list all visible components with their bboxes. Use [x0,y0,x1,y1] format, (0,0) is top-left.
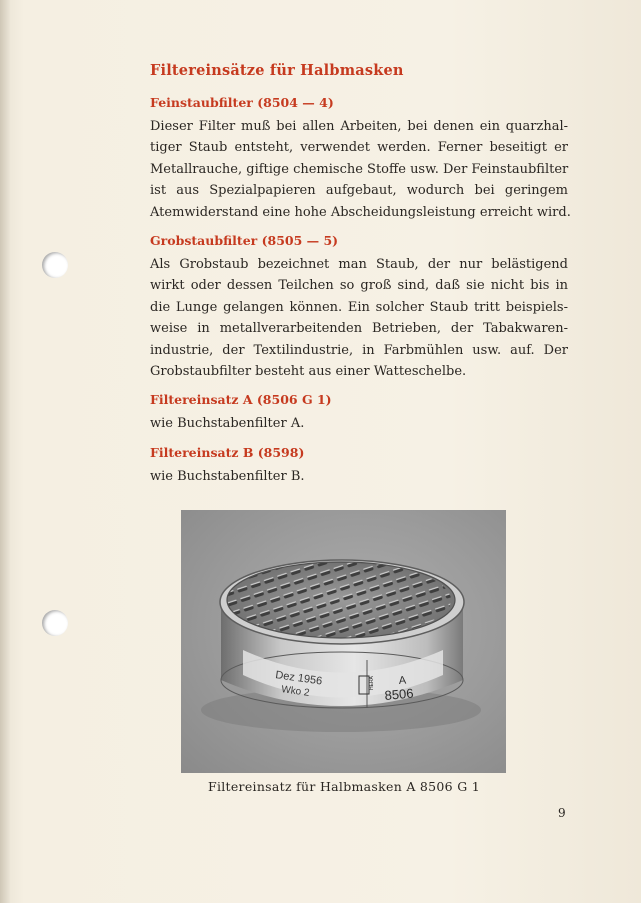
text-line: wie Buchstabenfilter A. [150,416,305,432]
text-line: Grobstaubfilter besteht aus einer Watteschelbe. [150,364,467,380]
entry-text-filtereinsatz-b [150,466,568,487]
entry-title-filtereinsatz-a: Filtereinsatz A (8506 G 1) [150,392,332,408]
band-label-date: Dez 1956 [274,669,323,688]
brand-mark: HERA [369,676,375,690]
filter-cartridge-illustration [181,510,506,773]
entry-text-feinstaubfilter [150,116,571,223]
band-label-type: A [398,674,407,687]
entry-title-filtereinsatz-b: Filtereinsatz B (8598) [150,444,305,460]
binding-edge [0,0,10,903]
text-line: weise in metallverarbeitenden Betrieben, der Tabakwaren- [150,321,568,337]
text-line: tiger Staub entsteht, verwendet werden. Ferner beseitigt er [150,140,568,156]
text-line: die Lunge gelangen können. Ein solcher Staub tritt beispiels- [150,299,568,315]
section-title: Filtereinsätze für Halbmasken [150,62,404,79]
filter-cartridge-photo [181,510,506,773]
band-label-code: Wko 2 [280,684,311,699]
punch-hole-bottom [42,610,68,636]
punch-hole-top [42,252,68,278]
text-line: wie Buchstabenfilter B. [150,468,305,484]
text-line: Als Grobstaub bezeichnet man Staub, der nur belästigend [150,257,568,273]
entry-title-grobstaubfilter: Grobstaubfilter (8505 — 5) [150,233,339,249]
text-line: wirkt oder dessen Teilchen so groß sind, daß sie nicht bis in [150,278,568,294]
entry-text-filtereinsatz-a [150,413,568,434]
entry-title-feinstaubfilter: Feinstaubfilter (8504 — 4) [150,95,334,110]
text-line: industrie, der Textilindustrie, in Farbmühlen usw. auf. Der [150,342,568,358]
text-line: Metallrauche, giftige chemische Stoffe usw. Der Feinstaubfilter [150,161,569,177]
photo-caption: Filtereinsatz für Halbmasken A 8506 G 1 [207,779,481,794]
text-line: ist aus Spezialpapieren aufgebaut, wodurch bei geringem [150,183,568,199]
text-column [150,62,571,497]
band-label-number: 8506 [383,685,415,703]
text-line: Atemwiderstand eine hohe Abscheidungsleistung erreicht wird. [150,204,571,220]
entry-text-grobstaubfilter [150,254,568,382]
text-line: Dieser Filter muß bei allen Arbeiten, bei denen ein quarzhal- [150,119,568,134]
page-number: 9 [558,806,566,820]
